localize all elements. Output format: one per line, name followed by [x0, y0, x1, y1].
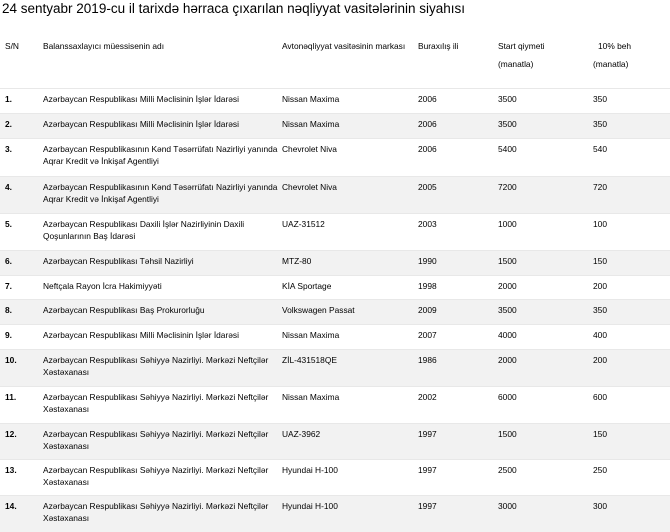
cell-start-price: 1000: [498, 213, 592, 250]
cell-brand: UAZ-31512: [282, 213, 416, 250]
cell-start-price: 7200: [498, 176, 592, 213]
cell-brand: MTZ-80: [282, 250, 416, 275]
cell-brand: Nissan Maxima: [282, 324, 416, 349]
cell-start-price: 3500: [498, 88, 592, 113]
cell-deposit: 150: [592, 250, 670, 275]
cell-brand: Chevrolet Niva: [282, 138, 416, 176]
cell-sn: 7.: [0, 275, 33, 299]
cell-brand: Nissan Maxima: [282, 88, 416, 113]
cell-start-price: 4000: [498, 324, 592, 349]
cell-brand: Nissan Maxima: [282, 386, 416, 423]
vehicle-table: [0, 36, 670, 532]
cell-year: 2009: [416, 299, 498, 324]
cell-holder: Neftçala Rayon İcra Hakimiyyəti: [33, 275, 282, 299]
cell-start-price: 1500: [498, 250, 592, 275]
cell-holder: Azərbaycan Respublikası Səhiyyə Nazirliyi. Mərkəzi Neftçilər Xəstəxanası: [33, 423, 282, 459]
table-row: [0, 495, 670, 532]
cell-sn: 11.: [0, 386, 33, 423]
cell-start-price: 2000: [498, 349, 592, 386]
cell-holder: Azərbaycan Respublikası Milli Məclisinin İşlər İdarəsi: [33, 113, 282, 138]
cell-start-price: 1500: [498, 423, 592, 459]
cell-sn: 2.: [0, 113, 33, 138]
cell-deposit: 720: [592, 176, 670, 213]
cell-year: 1998: [416, 275, 498, 299]
cell-brand: KİA Sportage: [282, 275, 416, 299]
table-row: [0, 349, 670, 386]
cell-deposit: 300: [592, 495, 670, 532]
cell-holder: Azərbaycan Respublikası Təhsil Nazirliyi: [33, 250, 282, 275]
header-holder: Balanssaxlayıcı müessisenin adı: [43, 41, 165, 51]
table-row: [0, 88, 670, 113]
cell-year: 1997: [416, 423, 498, 459]
cell-brand: UAZ-3962: [282, 423, 416, 459]
cell-holder: Azərbaycan Respublikası Səhiyyə Nazirliyi. Mərkəzi Neftçilər Xəstəxanası: [33, 386, 282, 423]
cell-start-price: 3500: [498, 113, 592, 138]
cell-sn: 13.: [0, 459, 33, 495]
cell-year: 2006: [416, 88, 498, 113]
cell-start-price: 3000: [498, 495, 592, 532]
header-deposit-unit: (manatla): [593, 59, 629, 69]
cell-deposit: 250: [592, 459, 670, 495]
cell-start-price: 2000: [498, 275, 592, 299]
table-row: [0, 299, 670, 324]
cell-holder: Azərbaycan Respublikası Milli Məclisinin İşlər İdarəsi: [33, 88, 282, 113]
cell-start-price: 5400: [498, 138, 592, 176]
cell-sn: 10.: [0, 349, 33, 386]
cell-brand: Nissan Maxima: [282, 113, 416, 138]
cell-brand: ZİL-431518QE: [282, 349, 416, 386]
table-row: [0, 324, 670, 349]
cell-deposit: 600: [592, 386, 670, 423]
cell-holder: Azərbaycan Respublikası Baş Prokurorluğu: [33, 299, 282, 324]
cell-sn: 1.: [0, 88, 33, 113]
cell-holder: Azərbaycan Respublikasının Kənd Təsərrüfatı Nazirliyi yanında Aqrar Kredit və İnkişaf Agentliyi: [33, 176, 282, 213]
cell-holder: Azərbaycan Respublikası Daxili İşlər Nazirliyinin Daxili Qoşunlarının Baş İdarəsi: [33, 213, 282, 250]
header-year: Buraxılış ili: [418, 41, 459, 51]
header-start-unit: (manatla): [498, 59, 534, 69]
table-row: [0, 250, 670, 275]
cell-sn: 9.: [0, 324, 33, 349]
cell-year: 2007: [416, 324, 498, 349]
table-row: [0, 176, 670, 213]
cell-deposit: 350: [592, 88, 670, 113]
cell-sn: 14.: [0, 495, 33, 532]
cell-sn: 3.: [0, 138, 33, 176]
cell-start-price: 6000: [498, 386, 592, 423]
cell-year: 2002: [416, 386, 498, 423]
cell-year: 2005: [416, 176, 498, 213]
cell-year: 1986: [416, 349, 498, 386]
table-row: [0, 423, 670, 459]
cell-brand: Chevrolet Niva: [282, 176, 416, 213]
cell-brand: Volkswagen Passat: [282, 299, 416, 324]
page-title: 24 sentyabr 2019-cu il tarixdə hərraca çıxarılan nəqliyyat vasitələrinin siyahısı: [2, 1, 465, 16]
cell-sn: 8.: [0, 299, 33, 324]
cell-year: 1997: [416, 459, 498, 495]
table-row: [0, 213, 670, 250]
cell-brand: Hyundai H-100: [282, 495, 416, 532]
header-brand: Avtonəqliyyat vasitəsinin markası: [282, 41, 406, 51]
cell-holder: Azərbaycan Respublikası Səhiyyə Nazirliyi. Mərkəzi Neftçilər Xəstəxanası: [33, 495, 282, 532]
cell-start-price: 3500: [498, 299, 592, 324]
cell-deposit: 100: [592, 213, 670, 250]
header-deposit: 10% beh: [598, 41, 632, 51]
cell-holder: Azərbaycan Respublikası Səhiyyə Nazirliyi. Mərkəzi Neftçilər Xəstəxanası: [33, 459, 282, 495]
cell-year: 2003: [416, 213, 498, 250]
cell-year: 1997: [416, 495, 498, 532]
cell-sn: 6.: [0, 250, 33, 275]
table-row: [0, 138, 670, 176]
table-row: [0, 275, 670, 299]
cell-year: 2006: [416, 113, 498, 138]
cell-sn: 5.: [0, 213, 33, 250]
cell-year: 1990: [416, 250, 498, 275]
cell-brand: Hyundai H-100: [282, 459, 416, 495]
cell-holder: Azərbaycan Respublikası Milli Məclisinin İşlər İdarəsi: [33, 324, 282, 349]
header-start-price: Start qiymeti: [498, 41, 545, 51]
table-row: [0, 113, 670, 138]
cell-deposit: 400: [592, 324, 670, 349]
cell-start-price: 2500: [498, 459, 592, 495]
cell-holder: Azərbaycan Respublikasının Kənd Təsərrüfatı Nazirliyi yanında Aqrar Kredit və İnkişaf Agentliyi: [33, 138, 282, 176]
cell-sn: 4.: [0, 176, 33, 213]
cell-deposit: 350: [592, 299, 670, 324]
table-row: [0, 459, 670, 495]
cell-holder: Azərbaycan Respublikası Səhiyyə Nazirliyi. Mərkəzi Neftçilər Xəstəxanası: [33, 349, 282, 386]
table-header-row: [0, 36, 670, 88]
cell-deposit: 200: [592, 275, 670, 299]
cell-deposit: 540: [592, 138, 670, 176]
cell-sn: 12.: [0, 423, 33, 459]
cell-deposit: 350: [592, 113, 670, 138]
cell-year: 2006: [416, 138, 498, 176]
table-row: [0, 386, 670, 423]
cell-deposit: 150: [592, 423, 670, 459]
header-sn: S/N: [5, 41, 19, 51]
cell-deposit: 200: [592, 349, 670, 386]
